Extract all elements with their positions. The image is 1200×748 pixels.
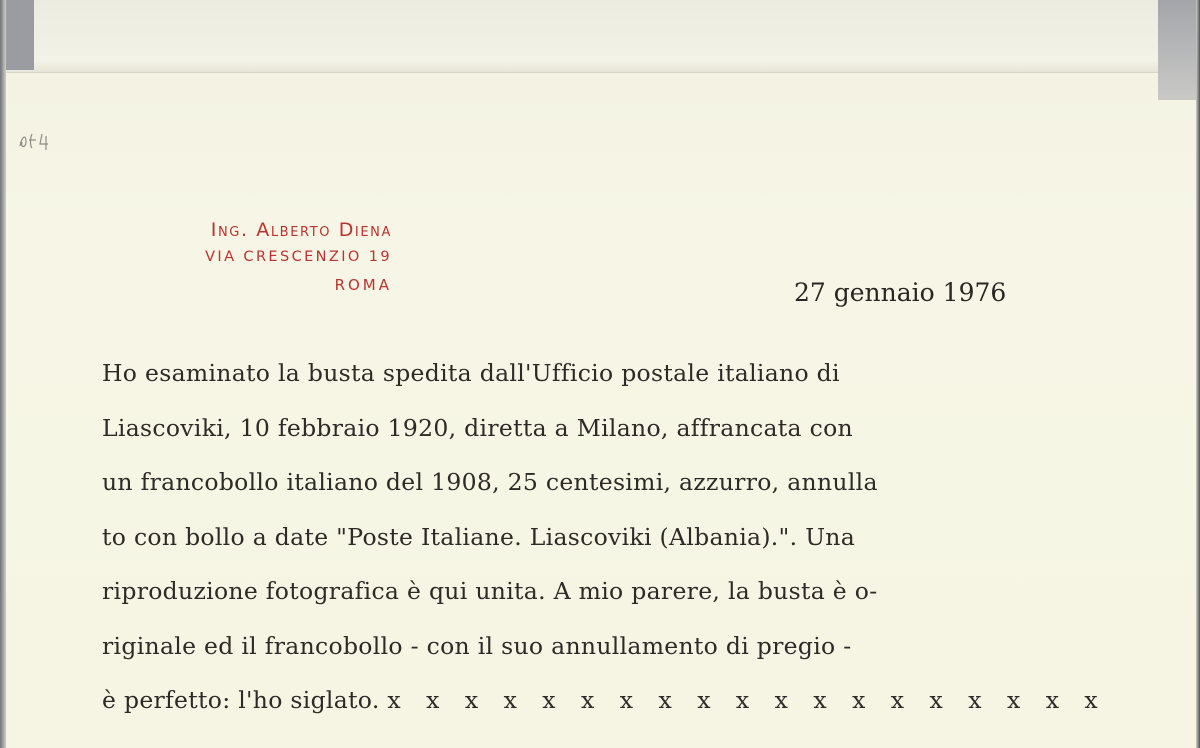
letterhead-street: VIA CRESCENZIO 19: [205, 249, 392, 265]
body-line: Liascoviki, 10 febbraio 1920, diretta a Milano, affrancata con: [102, 413, 853, 442]
letterhead-name: Ing. Alberto Diena: [210, 219, 392, 241]
body-line: un francobollo italiano del 1908, 25 centesimi, azzurro, annulla: [102, 468, 878, 496]
filler-x-marks: x x x x x x x x x x x x x x x x x x x: [387, 686, 1107, 714]
certificate-body: [102, 346, 1112, 728]
pencil-annotation: [16, 128, 68, 152]
letterhead-city: ROMA: [334, 276, 392, 294]
body-line-text: è perfetto: l'ho siglato.: [102, 686, 380, 714]
body-line: riproduzione fotografica è qui unita. A mio parere, la busta è o-: [102, 577, 878, 605]
body-line: to con bollo a date "Poste Italiane. Liascoviki (Albania).". Una: [102, 522, 856, 551]
scan-edge-left: [0, 0, 6, 748]
scan-background-right: [1158, 0, 1196, 100]
scan-edge-right: [1196, 0, 1200, 748]
envelope-fold: [0, 0, 1200, 73]
body-line-last: [102, 673, 1112, 728]
body-line: Ho esaminato la busta spedita dall'Ufficio postale italiano di: [102, 359, 840, 387]
letter-date: 27 gennaio 1976: [794, 278, 1007, 307]
body-line: riginale ed il francobollo - con il suo annullamento di pregio -: [102, 631, 852, 660]
letterhead: [100, 216, 392, 300]
